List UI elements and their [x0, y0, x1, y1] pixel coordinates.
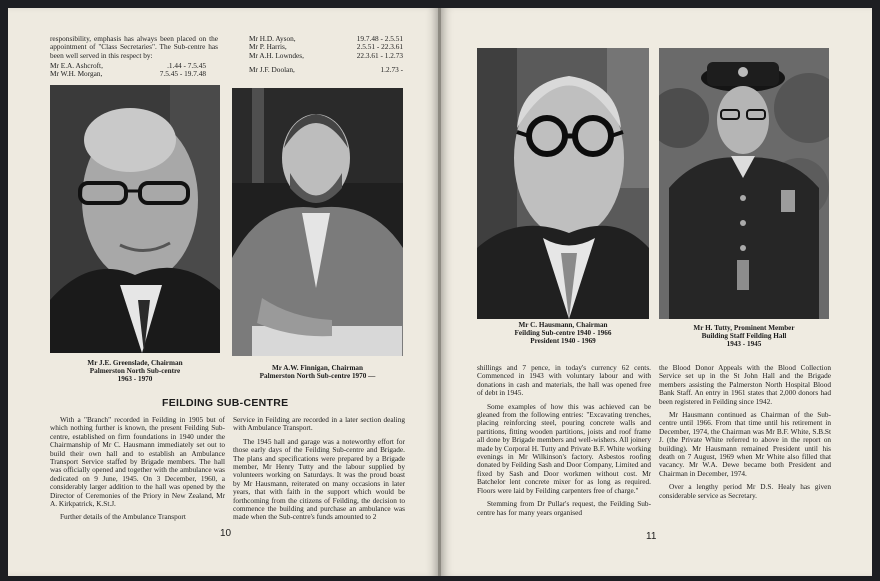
section-heading: FEILDING SUB-CENTRE [162, 397, 289, 409]
page-number-right: 11 [646, 531, 657, 542]
caption-hausmann: Mr C. Hausmann, Chairman Feilding Sub-centre 1940 - 1966 President 1940 - 1969 [514, 321, 612, 346]
secretary-row: Mr P. Harris, 2.5.51 - 22.3.61 [249, 42, 403, 52]
left-page [8, 8, 438, 576]
secretary-row: Mr J.F. Doolan, 1.2.73 - [249, 65, 403, 75]
secretaries-col1 [50, 62, 206, 79]
caption-tutty: Mr H. Tutty, Prominent Member Building Staff Feilding Hall 1943 - 1945 [693, 324, 795, 349]
left-column-2: Service in Feilding are recorded in a later section dealing with Ambulance Transport. The 1945 hall and garage was a noteworthy effort for those early days of the Feilding Sub-centre and Brigade. The plans and specifications were prepared by a Brigade member, Mr Henry Tutty and the labour supplied by volunteers working on Saturdays. It was the proud boast by Mr Hausmann, reiterated on many occasions in later years, that with faith in the support which would be forthcoming from the citizens of Feilding, the decision to commence the building and purchase an ambulance was made when the Sub-centre's funds amounted to 2 [233, 415, 405, 522]
portrait-tutty [659, 48, 829, 319]
secretary-row: Mr H.D. Ayson, 19.7.48 - 2.5.51 [249, 34, 403, 43]
right-column-2: the Blood Donor Appeals with the Blood Collection Service set up in the St John Hall and the Brigade members assisting the Palmerston North Hospital Blood Bank Staff. An entry in 1961 states that 2,000 donors had been registered in Feilding since 1942. Mr Hausmann continued as Chairman of the Sub-centre until 1966. From that time until his retirement in December, 1974, the Chairman was Mr B.F. White, S.B.St J. (the Private White referred to above in the report on building). Mr Hausmann remained President until his death on 7 August, 1969 when Mr White also filled that vacancy. Mr W.A. Dewe became both President and Chairman in December, 1974. Over a lengthy period Mr D.S. Healy has given considerable service as Secretary. [659, 363, 831, 500]
secretary-row: Mr A.H. Lowndes, 22.3.61 - 1.2.73 [249, 50, 403, 60]
portrait-finnigan [232, 88, 403, 356]
portrait-hausmann [477, 48, 649, 319]
right-page [441, 8, 872, 576]
intro-paragraph: responsibility, emphasis has always been placed on the appointment of "Class Secretaries". The Sub-centre has been well served in this respect by: [50, 34, 218, 60]
caption-greenslade: Mr J.E. Greenslade, Chairman Palmerston North Sub-centre 1963 - 1970 [87, 359, 183, 384]
secretary-row: Mr W.H. Morgan, 7.5.45 - 19.7.48 [50, 69, 206, 79]
page-number-left: 10 [220, 528, 232, 539]
left-column-1: With a "Branch" recorded in Feilding in 1905 but of which nothing further is known, the present Feilding Sub-centre, established on firm foundations in 1940 under the Chairmanship of Mr C. Hausmann immediately set out to build their own hall and to establish an Ambulance Transport Service staffed by Brigade members. The hall was officially opened and together with the ambulance was dedicated on 9 June, 1945. On 3 December, 1960, a considerably larger addition to the hall was opened by the Director of Ceremonies of the Priory in New Zealand, Mr A. Kirkpatrick, K.St.J. Further details of the Ambulance Transport [50, 415, 225, 522]
secretaries-col2 [249, 35, 403, 75]
secretary-row: Mr E.A. Ashcroft, .1.44 - 7.5.45 [50, 61, 206, 70]
caption-finnigan: Mr A.W. Finnigan, Chairman Palmerston North Sub-centre 1970 — [259, 364, 376, 381]
portrait-greenslade [50, 85, 220, 353]
right-column-1: shillings and 7 pence, in today's currency 62 cents. Commenced in 1943 with voluntary labour and with donations in cash and materials, the hall was opened free of debt in 1945. Some examples of how this was achieved can be gleaned from the following entries: "Excavating trenches, placing reinforcing steel, pouring concrete walls and partitions, fitting wooden partitions, joists and roof frame all done by Brigade members and well-wishers. All joinery made by Corporal H. Tutty and Private B.F. White working evenings in Mr Wilkinson's factory. Asbestos roofing donated by Feilding Sash and Door Company, Limited and fixed by Sash and Door workmen without cost. Mr Batchelor lent concrete mixer for as long as required. Floors were laid by Feilding carpenters free of charge." Stemming from Dr Pullar's request, the Feilding Sub-centre has for many years organised [477, 363, 651, 517]
